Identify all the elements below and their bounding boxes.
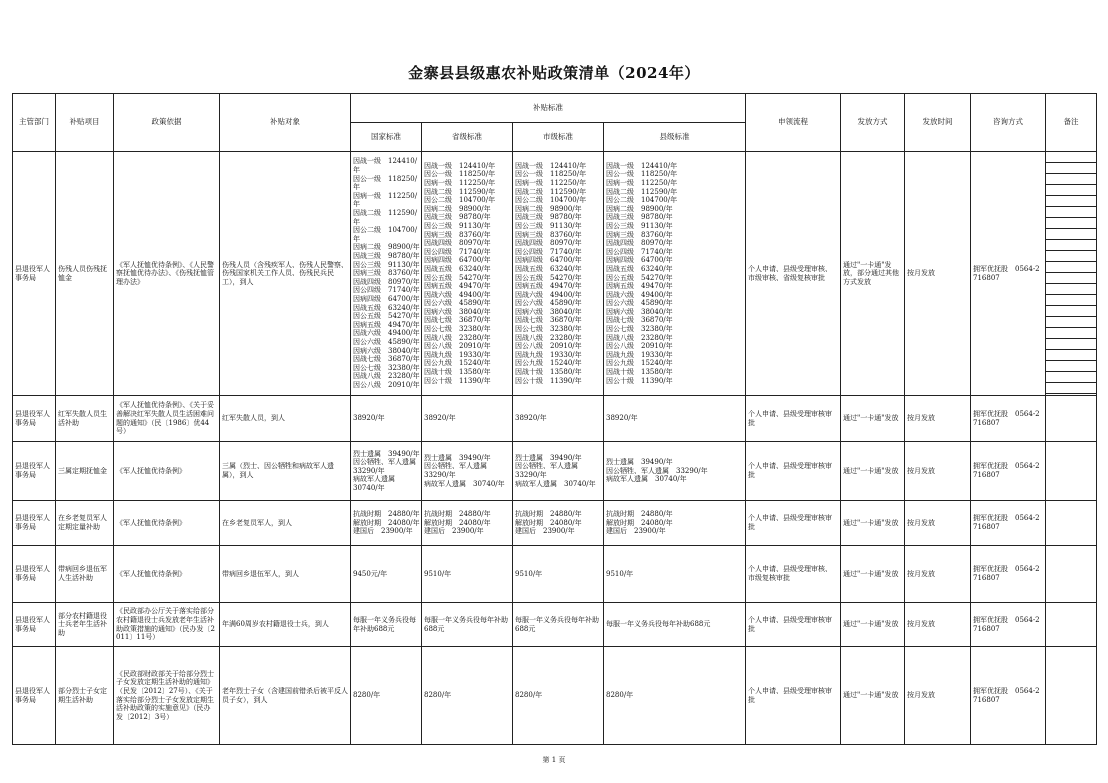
header-standard: 补贴标准	[351, 94, 746, 123]
cell-county: 38920/年	[604, 396, 746, 442]
cell-method: 通过"一卡通"发放	[841, 501, 905, 546]
cell-city: 烈士遗属 39490/年 因公牺牲、军人遗属 33290/年 病故军人遗属 30740/年	[513, 442, 604, 501]
cell-provincial: 38920/年	[422, 396, 513, 442]
cell-target: 年满60周岁农村籍退役士兵，到人	[220, 603, 351, 647]
cell-method: 通过"一卡通"发放，部分通过其他方式发放	[841, 152, 905, 396]
cell-provincial: 抗战时期 24880/年 解放时期 24080/年 建国后 23900/年	[422, 501, 513, 546]
header-remark: 备注	[1046, 94, 1097, 152]
cell-remark	[1046, 396, 1097, 442]
cell-national: 烈士遗属 39490/年 因公牺牲、军人遗属 33290/年 病故军人遗属 30740/年	[351, 442, 422, 501]
header-county: 县级标准	[604, 123, 746, 152]
header-time: 发放时间	[905, 94, 971, 152]
cell-provincial: 因战一级 124410/年 因公一级 118250/年 因病一级 112250/年 因战二级 112590/年 因公二级 104700/年 因病二级 98900/年 因战三级 98780/年 因公三级 91130/年 因病三级 83760/年 因战四级 80970/年 因公四级 71740/年 因病四级 64700/年 因战五级 63240/年 因公五级 54270/年 因病五级 49470/年 因战六级 49400/年 因公六级 45890/年 因病六级 38040/年 因战七级 36870/年 因公七级 32380/年 因战八级 23280/年 因公八级 20910/年 因战九级 19330/年 因公九级 15240/年 因战十级 13580/年 因公十级 11390/年	[422, 152, 513, 396]
cell-dept: 县退役军人事务局	[13, 152, 56, 396]
cell-county: 烈士遗属 39490/年 因公牺牲、军人遗属 33290/年 病故军人遗属 30740/年	[604, 442, 746, 501]
cell-remark	[1046, 152, 1097, 396]
cell-contact: 拥军优抚股 0564-2716807	[971, 603, 1046, 647]
cell-time: 按月发放	[905, 546, 971, 603]
cell-dept: 县退役军人事务局	[13, 396, 56, 442]
cell-time: 按月发放	[905, 501, 971, 546]
cell-national: 因战一级 124410/ 年 因公一级 118250/ 年 因病一级 112250/ 年 因战二级 112590/ 年 因公二级 104700/ 年 因病二级 98900/年 因战三级 98780/年 因公三级 91130/年 因病三级 83760/年 因战四级 80970/年 因公四级 71740/年 因病四级 64700/年 因战五级 63240/年 因公五级 54270/年 因病五级 49470/年 因战六级 49400/年 因公六级 45890/年 因病六级 38040/年 因战七级 36870/年 因公七级 32380/年 因战八级 23280/年 因公八级 20910/年	[351, 152, 422, 396]
cell-national: 每服一年义务兵役每年补助688元	[351, 603, 422, 647]
cell-method: 通过"一卡通"发放	[841, 546, 905, 603]
header-item: 补贴项目	[56, 94, 114, 152]
cell-county: 抗战时期 24880/年 解放时期 24080/年 建国后 23900/年	[604, 501, 746, 546]
header-city: 市级标准	[513, 123, 604, 152]
cell-dept: 县退役军人事务局	[13, 501, 56, 546]
cell-time: 按月发放	[905, 442, 971, 501]
cell-target: 老年烈士子女（含建国前错杀后被平反人员子女），到人	[220, 647, 351, 745]
cell-dept: 县退役军人事务局	[13, 647, 56, 745]
cell-basis: 《军人抚恤优待条例》、《人民警察抚恤优待办法》、《伤残抚恤管理办法》	[114, 152, 220, 396]
header-contact: 咨询方式	[971, 94, 1046, 152]
header-national: 国家标准	[351, 123, 422, 152]
cell-remark	[1046, 603, 1097, 647]
cell-basis: 《军人抚恤优待条例》	[114, 546, 220, 603]
cell-basis: 《军人抚恤优待条例》	[114, 501, 220, 546]
cell-basis: 《民政部财政部关于给部分烈士子女发放定期生活补助的通知》（民发〔2012〕27号）、《关于落实给部分烈士子女发放定期生活补助政策的实施意见》（民办发〔2012〕3号）	[114, 647, 220, 745]
cell-remark	[1046, 501, 1097, 546]
cell-provincial: 烈士遗属 39490/年 因公牺牲、军人遗属 33290/年 病故军人遗属 30740/年	[422, 442, 513, 501]
cell-process: 个人申请、县级受理审核审批	[746, 603, 841, 647]
cell-national: 8280/年	[351, 647, 422, 745]
cell-city: 38920/年	[513, 396, 604, 442]
cell-contact: 拥军优抚股 0564-2716807	[971, 442, 1046, 501]
cell-item: 带病回乡退伍军人生活补助	[56, 546, 114, 603]
cell-city: 因战一级 124410/年 因公一级 118250/年 因病一级 112250/年 因战二级 112590/年 因公二级 104700/年 因病二级 98900/年 因战三级 98780/年 因公三级 91130/年 因病三级 83760/年 因战四级 80970/年 因公四级 71740/年 因病四级 64700/年 因战五级 63240/年 因公五级 54270/年 因病五级 49470/年 因战六级 49400/年 因公六级 45890/年 因病六级 38040/年 因战七级 36870/年 因公七级 32380/年 因战八级 23280/年 因公八级 20910/年 因战九级 19330/年 因公九级 15240/年 因战十级 13580/年 因公十级 11390/年	[513, 152, 604, 396]
cell-contact: 拥军优抚股 0564-2716807	[971, 647, 1046, 745]
page-number: 第 1 页	[542, 756, 566, 764]
header-method: 发放方式	[841, 94, 905, 152]
remark-rules	[1046, 152, 1096, 394]
cell-basis: 《军人抚恤优待条例》	[114, 442, 220, 501]
cell-city: 9510/年	[513, 546, 604, 603]
cell-county: 因战一级 124410/年 因公一级 118250/年 因病一级 112250/年 因战二级 112590/年 因公二级 104700/年 因病二级 98900/年 因战三级 98780/年 因公三级 91130/年 因病三级 83760/年 因战四级 80970/年 因公四级 71740/年 因病四级 64700/年 因战五级 63240/年 因公五级 54270/年 因病五级 49470/年 因战六级 49400/年 因公六级 45890/年 因病六级 38040/年 因战七级 36870/年 因公七级 32380/年 因战八级 23280/年 因公八级 20910/年 因战九级 19330/年 因公九级 15240/年 因战十级 13580/年 因公十级 11390/年	[604, 152, 746, 396]
cell-method: 通过"一卡通"发放	[841, 647, 905, 745]
cell-target: 伤残人员（含残疾军人、伤残人民警察、伤残国家机关工作人员、伤残民兵民工），到人	[220, 152, 351, 396]
cell-county: 每服一年义务兵役每年补助688元	[604, 603, 746, 647]
cell-time: 按月发放	[905, 647, 971, 745]
cell-process: 个人申请、县级受理审核审批	[746, 396, 841, 442]
cell-target: 带病回乡退伍军人，到人	[220, 546, 351, 603]
cell-item: 部分烈士子女定期生活补助	[56, 647, 114, 745]
header-provincial: 省级标准	[422, 123, 513, 152]
table-row	[13, 546, 1097, 603]
cell-process: 个人申请、县级受理审核审批	[746, 647, 841, 745]
cell-basis: 《民政部办公厅关于落实给部分农村籍退役士兵发放老年生活补助政策措施的通知》（民办发〔2011〕11号）	[114, 603, 220, 647]
cell-city: 抗战时期 24880/年 解放时期 24080/年 建国后 23900/年	[513, 501, 604, 546]
table-row	[13, 396, 1097, 442]
cell-method: 通过"一卡通"发放	[841, 603, 905, 647]
cell-target: 在乡老复员军人，到人	[220, 501, 351, 546]
header-dept: 主管部门	[13, 94, 56, 152]
cell-remark	[1046, 546, 1097, 603]
cell-process: 个人申请、县级受理审核、市级复核审批	[746, 546, 841, 603]
cell-city: 每服一年义务兵役每年补助688元	[513, 603, 604, 647]
cell-time: 按月发放	[905, 603, 971, 647]
cell-city: 8280/年	[513, 647, 604, 745]
cell-dept: 县退役军人事务局	[13, 603, 56, 647]
cell-county: 8280/年	[604, 647, 746, 745]
table-row	[13, 501, 1097, 546]
cell-process: 个人申请、县级受理审核审批	[746, 501, 841, 546]
cell-county: 9510/年	[604, 546, 746, 603]
cell-time: 按月发放	[905, 396, 971, 442]
cell-provincial: 9510/年	[422, 546, 513, 603]
header-target: 补贴对象	[220, 94, 351, 152]
cell-item: 在乡老复员军人定期定量补助	[56, 501, 114, 546]
cell-national: 38920/年	[351, 396, 422, 442]
cell-remark	[1046, 647, 1097, 745]
cell-national: 9450元/年	[351, 546, 422, 603]
cell-dept: 县退役军人事务局	[13, 546, 56, 603]
cell-provincial: 8280/年	[422, 647, 513, 745]
cell-contact: 拥军优抚股 0564-2716807	[971, 546, 1046, 603]
cell-national: 抗战时期 24880/年 解放时期 24080/年 建国后 23900/年	[351, 501, 422, 546]
table-row	[13, 442, 1097, 501]
cell-process: 个人申请、县级受理审核审批	[746, 442, 841, 501]
cell-dept: 县退役军人事务局	[13, 442, 56, 501]
cell-time: 按月发放	[905, 152, 971, 396]
cell-basis: 《军人抚恤优待条例》、《关于妥善解决红军失散人员生活困难问题的通知》（民〔1986〕优44号）	[114, 396, 220, 442]
cell-method: 通过"一卡通"发放	[841, 442, 905, 501]
cell-contact: 拥军优抚股 0564-2716807	[971, 152, 1046, 396]
cell-contact: 拥军优抚股 0564-2716807	[971, 396, 1046, 442]
table-row	[13, 647, 1097, 745]
cell-item: 伤残人员伤残抚恤金	[56, 152, 114, 396]
header-process: 申领流程	[746, 94, 841, 152]
cell-process: 个人申请、县级受理审核、市级审核、省级复核审批	[746, 152, 841, 396]
cell-remark	[1046, 442, 1097, 501]
cell-provincial: 每服一年义务兵役每年补助688元	[422, 603, 513, 647]
cell-contact: 拥军优抚股 0564-2716807	[971, 501, 1046, 546]
cell-item: 红军失散人员生活补助	[56, 396, 114, 442]
cell-target: 红军失散人员，到人	[220, 396, 351, 442]
page-title: 金寨县县级惠农补贴政策清单（2024年）	[408, 64, 700, 82]
policy-table	[12, 93, 1097, 745]
header-basis: 政策依据	[114, 94, 220, 152]
cell-target: 三属（烈士、因公牺牲和病故军人遗属），到人	[220, 442, 351, 501]
cell-item: 部分农村籍退役士兵老年生活补助	[56, 603, 114, 647]
table-row	[13, 603, 1097, 647]
table-row	[13, 152, 1097, 396]
cell-method: 通过"一卡通"发放	[841, 396, 905, 442]
cell-item: 三属定期抚恤金	[56, 442, 114, 501]
